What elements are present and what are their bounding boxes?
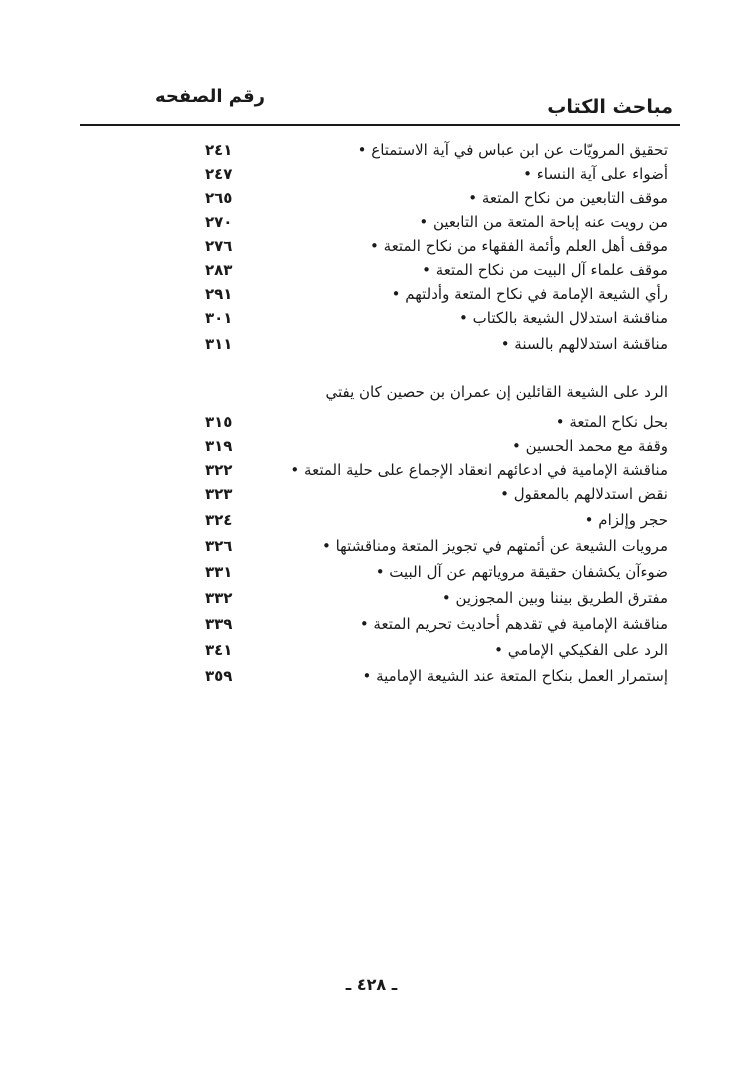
toc-row <box>0 258 743 282</box>
toc-row <box>0 162 743 186</box>
toc-row <box>0 508 743 532</box>
toc-row <box>0 234 743 258</box>
toc-row <box>0 186 743 210</box>
toc-entry-page: ٣٣٢ <box>205 589 233 607</box>
toc-row <box>0 282 743 306</box>
toc-entry-page: ٣١١ <box>205 335 233 353</box>
toc-entry-title: مناقشة استدلال الشيعة بالكتاب • <box>459 309 668 327</box>
toc-row <box>0 434 743 458</box>
toc-entry-page: ٢٤١ <box>205 141 233 159</box>
toc-entry-title: رأي الشيعة الإمامة في نكاح المتعة وأدلتهم • <box>391 285 668 303</box>
toc-entry-title: الرد على الشيعة القائلين إن عمران بن حصين كان يفتي <box>325 383 668 401</box>
header-rule <box>80 124 680 126</box>
toc-entry-title: مناقشة الإمامية في ادعائهم انعقاد الإجماع على حلية المتعة • <box>290 461 668 479</box>
toc-entry-page: ٣١٥ <box>205 413 233 431</box>
toc-entry-page: ٣٣٩ <box>205 615 233 633</box>
toc-entry-title: أضواء على آية النساء • <box>523 165 668 183</box>
toc-row <box>0 586 743 610</box>
toc-entry-title: مناقشة الإمامية في تقدهم أحاديث تحريم المتعة • <box>359 615 668 633</box>
toc-entry-title: موقف علماء آل البيت من نكاح المتعة • <box>422 261 668 279</box>
toc-entry-page: ٣٥٩ <box>205 667 233 685</box>
toc-entry-page: ٣١٩ <box>205 437 233 455</box>
toc-entry-title: حجر وإلزام • <box>584 511 668 529</box>
toc-row <box>0 332 743 356</box>
toc-row <box>0 560 743 584</box>
toc-row <box>0 638 743 662</box>
toc-entry-title: من رويت عنه إباحة المتعة من التابعين • <box>419 213 668 231</box>
toc-entry-page: ٢٤٧ <box>205 165 233 183</box>
toc-entry-title: مفترق الطريق بيننا وبين المجوزين • <box>441 589 668 607</box>
toc-row <box>0 380 743 404</box>
toc-entry-page: ٣٠١ <box>205 309 233 327</box>
toc-entry-title: مرويات الشيعة عن أئمتهم في تجويز المتعة ومناقشتها • <box>321 537 668 555</box>
toc-entry-page: ٣٢٣ <box>205 485 233 503</box>
toc-entry-title: موقف أهل العلم وأئمة الفقهاء من نكاح المتعة • <box>370 237 668 255</box>
toc-entry-title: مناقشة استدلالهم بالسنة • <box>500 335 668 353</box>
toc-row <box>0 458 743 482</box>
toc-row <box>0 306 743 330</box>
toc-entry-page: ٣٤١ <box>205 641 233 659</box>
page-footer-number: ـ ٤٢٨ ـ <box>345 975 398 994</box>
toc-entry-page: ٣٢٤ <box>205 511 233 529</box>
toc-entry-page: ٣٢٢ <box>205 461 233 479</box>
toc-row <box>0 410 743 434</box>
toc-entry-title: تحقيق المرويّات عن ابن عباس في آية الاستمتاع • <box>357 141 668 159</box>
toc-entry-page: ٢٦٥ <box>205 189 233 207</box>
toc-entry-page: ٢٨٣ <box>205 261 233 279</box>
toc-row <box>0 612 743 636</box>
toc-entry-title: إستمرار العمل بنكاح المتعة عند الشيعة الإمامية • <box>362 667 668 685</box>
contents-heading: مباحث الكتاب <box>547 96 673 118</box>
toc-entry-title: بحل نكاح المتعة • <box>555 413 668 431</box>
toc-entry-page: ٢٧٦ <box>205 237 233 255</box>
toc-entry-title: موقف التابعين من نكاح المتعة • <box>468 189 668 207</box>
toc-entry-title: الرد على الفكيكي الإمامي • <box>494 641 668 659</box>
toc-entry-title: ضوءآن يكشفان حقيقة مروياتهم عن آل البيت • <box>375 563 668 581</box>
toc-row <box>0 664 743 688</box>
toc-row <box>0 210 743 234</box>
toc-entry-page: ٣٣١ <box>205 563 233 581</box>
page-number-heading: رقم الصفحه <box>155 86 266 107</box>
toc-row <box>0 482 743 506</box>
toc-row <box>0 138 743 162</box>
toc-row <box>0 534 743 558</box>
toc-entry-title: نقض استدلالهم بالمعقول • <box>500 485 668 503</box>
toc-entry-page: ٣٢٦ <box>205 537 233 555</box>
toc-entry-title: وقفة مع محمد الحسين • <box>512 437 668 455</box>
toc-entry-page: ٢٧٠ <box>205 213 233 231</box>
toc-entry-page: ٢٩١ <box>205 285 233 303</box>
